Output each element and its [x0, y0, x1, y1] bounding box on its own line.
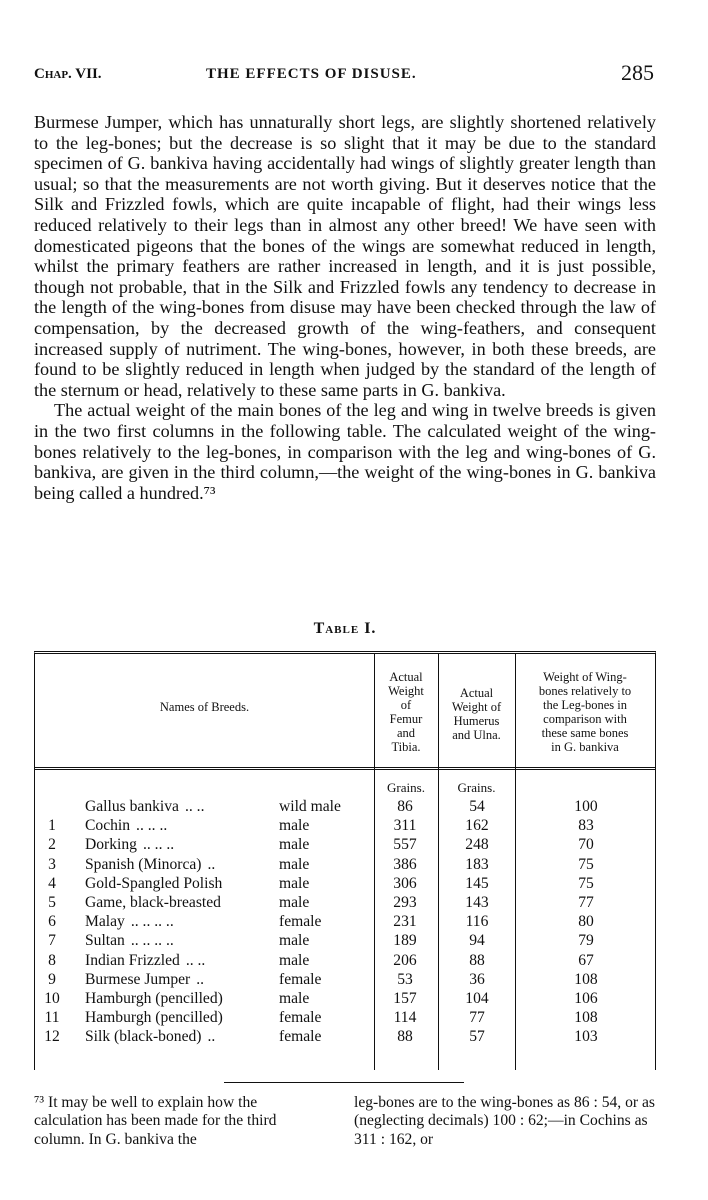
footnote-text-right: leg-bones are to the wing-bones as 86 : 54, or as (neglecting decimals) 100 : 62;—in Cochins as 311 : 162, or	[354, 1094, 655, 1148]
humerus-weight: 145	[465, 874, 489, 892]
relative-weight: 67	[578, 951, 594, 969]
breed-sex: female	[279, 1028, 322, 1046]
breed-name: Dorking	[85, 836, 137, 854]
breed-name: Burmese Jumper	[85, 970, 191, 988]
running-title: THE EFFECTS OF DISUSE.	[206, 66, 417, 82]
table-title: Table I.	[313, 620, 377, 637]
breed-name: Hamburgh (pencilled)	[85, 1009, 223, 1027]
breed-sex: female	[279, 970, 322, 988]
humerus-weight: 36	[469, 970, 485, 988]
relative-line: the Leg-bones in	[542, 698, 627, 712]
relative-weight: 75	[578, 855, 594, 873]
footnote-left-column	[34, 1094, 326, 1149]
row-number: 6	[48, 913, 56, 931]
row-number: 8	[48, 951, 56, 969]
dot-leader: .. .. ..	[136, 817, 168, 835]
femur-line: and	[396, 726, 416, 740]
humerus-weight: 104	[465, 990, 489, 1007]
breed-name: Hamburgh (pencilled)	[85, 990, 223, 1007]
breed-name: Cochin	[85, 817, 131, 835]
femur-line: Actual	[389, 670, 423, 684]
row-number: 11	[44, 1009, 60, 1027]
header-humerus-ulna	[438, 686, 515, 742]
dot-leader: .. ..	[185, 951, 206, 969]
humerus-weight: 248	[465, 836, 489, 854]
footnote-right-column	[354, 1094, 656, 1149]
femur-weight: 157	[393, 990, 417, 1007]
breed-sex: male	[279, 855, 310, 873]
header-relative-weight	[515, 670, 655, 754]
breed-sex: male	[279, 990, 310, 1007]
relative-weight: 80	[578, 913, 594, 931]
row-number: 12	[44, 1028, 60, 1046]
femur-weight: 114	[393, 1009, 417, 1027]
femur-weight: 206	[393, 951, 417, 969]
row-number: 10	[44, 990, 60, 1007]
femur-weight: 53	[397, 970, 413, 988]
row-number: 3	[48, 855, 56, 873]
humerus-weight: 143	[465, 894, 489, 911]
table-row	[35, 970, 655, 989]
row-number: 2	[48, 836, 56, 854]
relative-weight: 100	[574, 798, 598, 815]
femur-weight: 306	[393, 874, 417, 892]
breed-name: Indian Frizzled	[85, 951, 180, 969]
relative-line: bones relatively to	[538, 684, 632, 698]
humerus-weight: 57	[469, 1028, 485, 1046]
table-row	[35, 835, 655, 854]
relative-weight: 77	[578, 894, 594, 911]
relative-weight: 83	[578, 817, 594, 835]
humerus-line: Humerus	[453, 714, 500, 728]
row-number: 7	[48, 932, 56, 950]
row-number: 9	[48, 970, 56, 988]
table-row	[35, 797, 655, 816]
footnote-rule	[224, 1082, 464, 1083]
paragraph-1: Burmese Jumper, which has unnaturally short legs, are slightly shortened relatively to the leg-bones; but the decrease is so slight that it may be due to the standard specimen of G. bankiva having accidentally had wings of slightly greater length than usual; so that the measurements are not worth giving. But it deserves notice that the Silk and Frizzled fowls, which are quite incapable of flight, had their wings less reduced relatively to their legs than in almost any other breed! We have seen with domesticated pigeons that the bones of the wings are somewhat reduced in length, whilst the primary feathers are rather increased in length, and it is just possible, though not probable, that in the Silk and Frizzled fowls any tendency to decrease in the length of the wing-bones from disuse may have been checked through the law of compensation, by the decreased growth of the wing-feathers, and consequent increased supply of nutriment. The wing-bones, however, in both these breeds, are found to be slightly reduced in length when judged by the standard of the length of the sternum or head, relatively to these same parts in G. bankiva.	[34, 112, 656, 400]
table-row	[35, 951, 655, 970]
table-row	[35, 855, 655, 874]
breed-name: Silk (black-boned)	[85, 1028, 202, 1046]
row-number: 4	[48, 874, 56, 892]
dot-leader: .. .. .. ..	[130, 913, 174, 931]
header-femur-tibia	[374, 670, 438, 754]
femur-line: Femur	[389, 712, 423, 726]
table-row	[35, 1027, 655, 1046]
femur-line: Tibia.	[391, 740, 421, 754]
breed-name: Game, black-breasted	[85, 894, 221, 911]
table-row	[35, 893, 655, 912]
humerus-weight: 116	[465, 913, 489, 931]
dot-leader: .. .. .. ..	[130, 932, 174, 950]
femur-weight: 231	[393, 913, 417, 931]
breed-sex: male	[279, 894, 310, 911]
relative-weight: 75	[578, 874, 594, 892]
breed-weights-table	[34, 651, 656, 1070]
table-row	[35, 989, 655, 1008]
paragraph-2: The actual weight of the main bones of the leg and wing in twelve breeds is given in the two first columns in the following table. The calculated weight of the wing-bones relatively to the leg-bones, in comparison with the leg and wing-bones of G. bankiva, are given in the third column,—the weight of the wing-bones in G. bankiva being called a hundred.⁷³	[34, 400, 656, 503]
humerus-line: Actual	[459, 686, 494, 700]
humerus-weight: 88	[469, 951, 485, 969]
header-rule	[35, 767, 655, 770]
breed-sex: male	[279, 874, 310, 892]
relative-line: these same bones	[541, 726, 629, 740]
relative-line: Weight of Wing-	[543, 670, 627, 684]
relative-weight: 103	[574, 1028, 598, 1046]
row-number: 5	[48, 894, 56, 911]
humerus-weight: 162	[465, 817, 489, 835]
breed-name: Gold-Spangled Polish	[85, 874, 223, 892]
table-row	[35, 1008, 655, 1027]
breed-sex: female	[279, 1009, 322, 1027]
page-number: 285	[621, 60, 654, 85]
humerus-line: Weight of	[451, 700, 502, 714]
breed-sex: female	[279, 913, 322, 931]
breed-name: Sultan	[85, 932, 125, 950]
units-femur: Grains.	[387, 780, 425, 795]
humerus-weight: 183	[465, 855, 489, 873]
femur-weight: 189	[393, 932, 417, 950]
breed-sex: male	[279, 951, 310, 969]
relative-weight: 79	[578, 932, 594, 950]
relative-weight: 106	[574, 990, 598, 1007]
header-names: Names of Breeds.	[159, 700, 250, 714]
femur-line: of	[400, 698, 412, 712]
dot-leader: .. ..	[184, 798, 205, 815]
femur-weight: 86	[397, 798, 413, 815]
dot-leader: .. .. ..	[142, 836, 175, 854]
footnote-text-left: ⁷³ It may be well to explain how the calculation has been made for the third column. In G. bankiva the	[34, 1094, 277, 1148]
chapter-label: Chap. VII.	[34, 66, 102, 82]
humerus-weight: 54	[469, 798, 485, 815]
breed-sex: wild male	[279, 798, 341, 815]
humerus-line: and Ulna.	[452, 728, 501, 742]
running-header	[34, 60, 656, 88]
humerus-weight: 94	[469, 932, 485, 950]
dot-leader: ..	[196, 970, 205, 988]
breed-name: Gallus bankiva	[85, 798, 179, 815]
femur-line: Weight	[388, 684, 424, 698]
femur-weight: 557	[393, 836, 417, 854]
relative-line: in G. bankiva	[551, 740, 619, 754]
relative-weight: 70	[578, 836, 594, 854]
breed-name: Spanish (Minorca)	[85, 855, 202, 873]
dot-leader: ..	[207, 855, 216, 873]
femur-weight: 293	[393, 894, 417, 911]
breed-sex: male	[279, 836, 310, 854]
breed-sex: male	[279, 932, 310, 950]
table-row	[35, 816, 655, 835]
body-text	[34, 112, 656, 503]
femur-weight: 88	[397, 1028, 413, 1046]
breed-sex: male	[279, 817, 310, 835]
breed-name: Malay	[85, 913, 125, 931]
row-number: 1	[48, 817, 56, 835]
table-row	[35, 912, 655, 931]
units-humerus: Grains.	[457, 780, 496, 795]
relative-weight: 108	[574, 970, 598, 988]
table-row	[35, 874, 655, 893]
dot-leader: ..	[207, 1028, 216, 1046]
relative-line: comparison with	[543, 712, 627, 726]
femur-weight: 311	[393, 817, 417, 835]
table-row	[35, 931, 655, 950]
relative-weight: 108	[574, 1009, 598, 1027]
femur-weight: 386	[393, 855, 417, 873]
humerus-weight: 77	[469, 1009, 485, 1027]
